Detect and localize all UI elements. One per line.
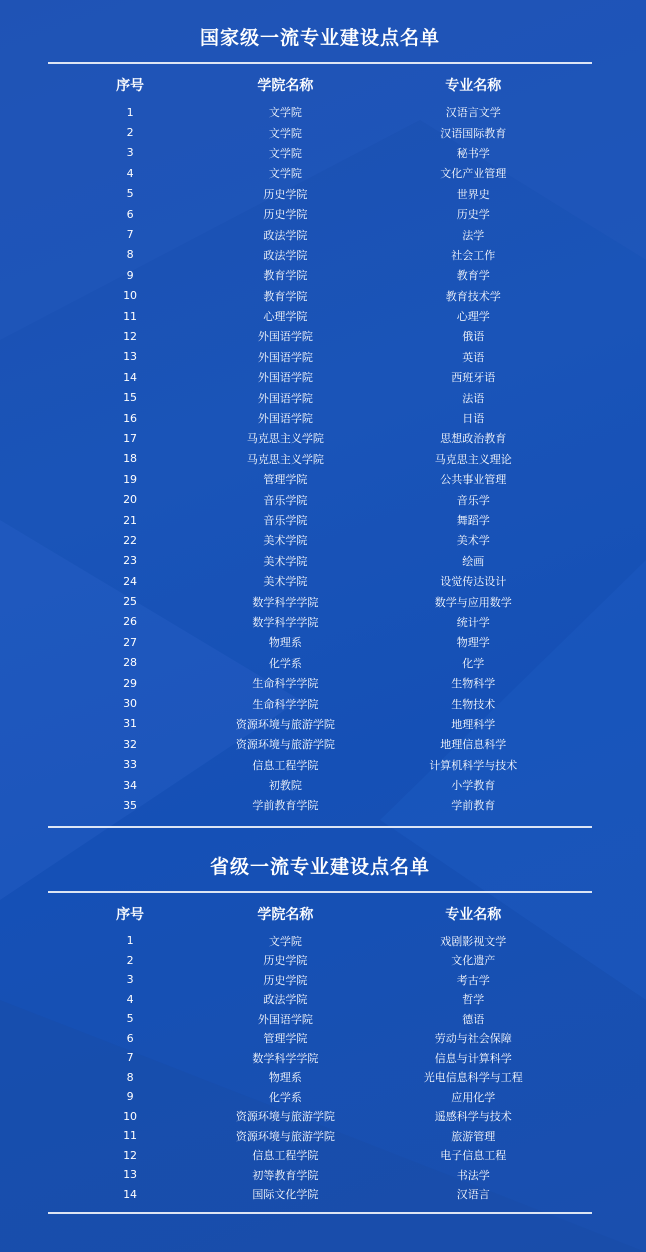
table-row	[48, 1146, 592, 1166]
row-college: 外国语学院	[257, 412, 313, 426]
row-index: 32	[123, 737, 138, 751]
row-college: 数学科学学院	[252, 595, 319, 609]
row-major: 遥感科学与技术	[434, 1110, 512, 1124]
row-major: 地理科学	[451, 717, 496, 731]
national-title: 国家级一流专业建设点名单	[199, 27, 440, 49]
row-college: 文学院	[268, 934, 302, 948]
row-index: 6	[126, 1031, 134, 1045]
row-college: 管理学院	[263, 473, 308, 487]
header-major: 专业名称	[445, 907, 502, 923]
row-college: 音乐学院	[263, 514, 308, 527]
row-major: 汉语言	[456, 1188, 490, 1202]
row-college: 美术学院	[263, 554, 308, 568]
row-index: 11	[123, 309, 138, 323]
row-index: 8	[126, 1070, 134, 1084]
row-college: 外国语学院	[257, 371, 313, 385]
table-row	[48, 714, 592, 734]
row-index: 9	[126, 1090, 134, 1104]
row-college: 美术学院	[263, 575, 308, 589]
row-index: 28	[123, 656, 138, 670]
row-index: 15	[123, 391, 138, 405]
row-index: 14	[123, 1187, 138, 1201]
row-index: 20	[123, 493, 138, 507]
row-major: 戏剧影视文学	[440, 934, 507, 948]
row-major: 化学	[462, 656, 485, 670]
row-major: 马克思主义理论	[434, 452, 512, 466]
table-row	[48, 734, 592, 754]
table-row	[48, 693, 592, 713]
table-row	[48, 408, 592, 428]
provincial-section	[48, 853, 592, 1214]
row-index: 14	[123, 370, 138, 384]
row-index: 30	[123, 697, 138, 711]
row-college: 管理学院	[263, 1032, 308, 1046]
table-row	[48, 184, 592, 204]
row-college: 文学院	[268, 106, 302, 120]
row-major: 汉语国际教育	[440, 126, 507, 140]
row-index: 2	[126, 126, 134, 140]
table-row	[48, 143, 592, 163]
row-index: 8	[126, 248, 134, 262]
row-major: 文化遗产	[451, 954, 496, 968]
row-college: 数学科学学院	[252, 615, 319, 629]
row-college: 历史学院	[263, 187, 308, 201]
row-college: 心理学院	[263, 310, 308, 324]
provincial-table-body	[48, 931, 592, 1204]
row-college: 资源环境与旅游学院	[235, 1110, 335, 1124]
row-major: 英语	[462, 350, 485, 364]
row-index: 7	[126, 228, 134, 242]
row-college: 教育学院	[263, 289, 308, 303]
table-row	[48, 571, 592, 591]
row-college: 初教院	[268, 779, 302, 793]
row-index: 4	[126, 992, 134, 1006]
row-college: 文学院	[268, 126, 302, 140]
row-college: 学前教育学院	[252, 799, 319, 813]
table-row	[48, 224, 592, 244]
row-index: 12	[123, 329, 138, 343]
row-index: 12	[123, 1148, 138, 1162]
row-college: 物理系	[268, 636, 302, 650]
table-row	[48, 510, 592, 530]
row-index: 34	[123, 778, 138, 792]
provincial-table-header	[48, 899, 592, 929]
row-college: 历史学院	[263, 208, 308, 222]
row-college: 音乐学院	[263, 493, 308, 507]
row-college: 信息工程学院	[252, 1149, 319, 1163]
row-index: 3	[126, 973, 134, 987]
row-major: 书法学	[456, 1168, 490, 1182]
row-major: 信息与计算科学	[434, 1051, 512, 1065]
table-row	[48, 347, 592, 367]
row-major: 计算机科学与技术	[429, 758, 518, 772]
row-major: 应用化学	[451, 1090, 496, 1104]
table-row	[48, 489, 592, 509]
row-college: 历史学院	[263, 973, 308, 987]
row-major: 德语	[462, 1012, 485, 1026]
row-college: 化学系	[268, 1090, 302, 1104]
provincial-title: 省级一流专业建设点名单	[209, 856, 430, 878]
row-major: 学前教育	[451, 799, 496, 813]
row-major: 俄语	[462, 330, 485, 344]
row-major: 小学教育	[451, 779, 496, 793]
row-index: 16	[123, 411, 138, 425]
table-row	[48, 1126, 592, 1146]
table-row	[48, 469, 592, 489]
row-college: 历史学院	[263, 954, 308, 968]
table-row	[48, 1087, 592, 1107]
national-bottom-rule	[48, 826, 592, 828]
row-major: 数学与应用数学	[434, 595, 512, 609]
row-major: 心理学	[456, 310, 490, 324]
table-row	[48, 1165, 592, 1185]
row-index: 5	[126, 187, 134, 201]
row-index: 26	[123, 615, 138, 629]
row-index: 3	[126, 146, 134, 160]
table-row	[48, 673, 592, 693]
table-row	[48, 1029, 592, 1049]
row-major: 地理信息科学	[440, 738, 507, 752]
table-row	[48, 970, 592, 990]
table-row	[48, 591, 592, 611]
row-college: 生命科学学院	[252, 697, 319, 711]
row-college: 马克思主义学院	[246, 452, 324, 466]
row-major: 音乐学	[456, 493, 490, 507]
national-section	[48, 24, 592, 828]
row-college: 马克思主义学院	[246, 432, 324, 446]
row-major: 法学	[462, 228, 485, 242]
row-college: 文学院	[268, 146, 302, 160]
row-college: 资源环境与旅游学院	[235, 1129, 335, 1143]
table-row	[48, 530, 592, 550]
row-major: 社会工作	[451, 248, 496, 262]
header-college: 学院名称	[257, 78, 314, 94]
row-index: 17	[123, 431, 138, 445]
row-major: 日语	[462, 412, 485, 426]
row-college: 外国语学院	[257, 1012, 313, 1026]
table-row	[48, 755, 592, 775]
table-row	[48, 367, 592, 387]
table-row	[48, 326, 592, 346]
table-row	[48, 1068, 592, 1088]
row-index: 13	[123, 1168, 138, 1182]
national-table-body	[48, 102, 592, 816]
row-index: 31	[123, 717, 138, 731]
header-major: 专业名称	[445, 78, 502, 94]
table-row	[48, 265, 592, 285]
row-college: 美术学院	[263, 534, 308, 548]
row-college: 初等教育学院	[252, 1168, 319, 1182]
table-row	[48, 653, 592, 673]
row-college: 数学科学学院	[252, 1051, 319, 1065]
row-college: 教育学院	[263, 269, 308, 283]
row-college: 外国语学院	[257, 350, 313, 364]
row-college: 政法学院	[263, 228, 308, 242]
row-major: 秘书学	[456, 146, 490, 160]
table-row	[48, 1009, 592, 1029]
table-row	[48, 951, 592, 971]
table-row	[48, 775, 592, 795]
row-major: 西班牙语	[451, 371, 496, 385]
table-row	[48, 163, 592, 183]
row-index: 29	[123, 676, 138, 690]
row-college: 化学系	[268, 656, 302, 670]
row-college: 文学院	[268, 167, 302, 181]
row-index: 25	[123, 595, 138, 609]
row-major: 文化产业管理	[440, 167, 507, 181]
row-major: 教育技术学	[445, 289, 501, 303]
row-major: 生物科学	[451, 677, 496, 691]
row-index: 18	[123, 452, 138, 466]
row-index: 10	[123, 289, 138, 303]
row-major: 统计学	[456, 615, 490, 629]
row-major: 绘画	[462, 554, 485, 568]
table-row	[48, 306, 592, 326]
row-major: 光电信息科学与工程	[423, 1071, 523, 1085]
table-row	[48, 612, 592, 632]
row-college: 物理系	[268, 1071, 302, 1085]
row-index: 11	[123, 1129, 138, 1143]
row-index: 5	[126, 1012, 134, 1026]
row-index: 10	[123, 1109, 138, 1123]
row-major: 物理学	[456, 636, 490, 650]
table-row	[48, 990, 592, 1010]
row-college: 资源环境与旅游学院	[235, 717, 335, 731]
row-index: 33	[123, 758, 138, 772]
row-college: 政法学院	[263, 248, 308, 262]
table-row	[48, 286, 592, 306]
row-major: 舞蹈学	[456, 514, 490, 527]
row-index: 22	[123, 533, 138, 547]
table-row	[48, 1048, 592, 1068]
table-row	[48, 387, 592, 407]
row-index: 19	[123, 472, 138, 486]
row-index: 7	[126, 1051, 134, 1065]
row-index: 23	[123, 554, 138, 568]
table-row	[48, 551, 592, 571]
row-index: 1	[126, 934, 134, 948]
header-index: 序号	[116, 907, 145, 923]
row-college: 政法学院	[263, 993, 308, 1007]
row-index: 9	[126, 268, 134, 282]
row-major: 设觉传达设计	[440, 575, 507, 589]
row-major: 电子信息工程	[440, 1149, 507, 1163]
table-row	[48, 102, 592, 122]
provincial-bottom-rule	[48, 1212, 592, 1214]
row-index: 21	[123, 513, 138, 527]
national-table-header	[48, 70, 592, 100]
row-college: 信息工程学院	[252, 758, 319, 772]
row-major: 汉语言文学	[445, 106, 501, 120]
row-major: 思想政治教育	[440, 432, 507, 446]
table-row	[48, 204, 592, 224]
row-major: 哲学	[462, 993, 485, 1007]
row-college: 外国语学院	[257, 330, 313, 344]
row-major: 美术学	[456, 534, 490, 548]
table-row	[48, 428, 592, 448]
header-college: 学院名称	[257, 907, 314, 923]
national-title-rule	[48, 62, 592, 64]
provincial-title-rule	[48, 891, 592, 893]
row-index: 24	[123, 574, 138, 588]
row-index: 27	[123, 635, 138, 649]
table-row	[48, 122, 592, 142]
row-major: 劳动与社会保障	[434, 1032, 512, 1046]
table-row	[48, 1185, 592, 1205]
row-major: 教育学	[456, 269, 490, 283]
row-major: 历史学	[456, 208, 490, 222]
row-college: 生命科学学院	[252, 677, 319, 691]
table-row	[48, 795, 592, 815]
row-index: 13	[123, 350, 138, 364]
table-row	[48, 449, 592, 469]
row-major: 世界史	[456, 187, 490, 201]
row-major: 法语	[462, 391, 485, 405]
row-college: 国际文化学院	[252, 1188, 319, 1202]
row-college: 资源环境与旅游学院	[235, 738, 335, 752]
row-index: 4	[126, 166, 134, 180]
row-major: 考古学	[456, 973, 490, 987]
table-row	[48, 1107, 592, 1127]
row-index: 6	[126, 207, 134, 221]
table-row	[48, 632, 592, 652]
row-major: 旅游管理	[451, 1129, 496, 1143]
row-index: 1	[126, 105, 134, 119]
header-index: 序号	[116, 78, 145, 94]
row-index: 2	[126, 953, 134, 967]
row-index: 35	[123, 798, 138, 812]
table-row	[48, 245, 592, 265]
row-major: 公共事业管理	[440, 473, 507, 487]
row-college: 外国语学院	[257, 391, 313, 405]
table-row	[48, 931, 592, 951]
row-major: 生物技术	[451, 697, 496, 711]
